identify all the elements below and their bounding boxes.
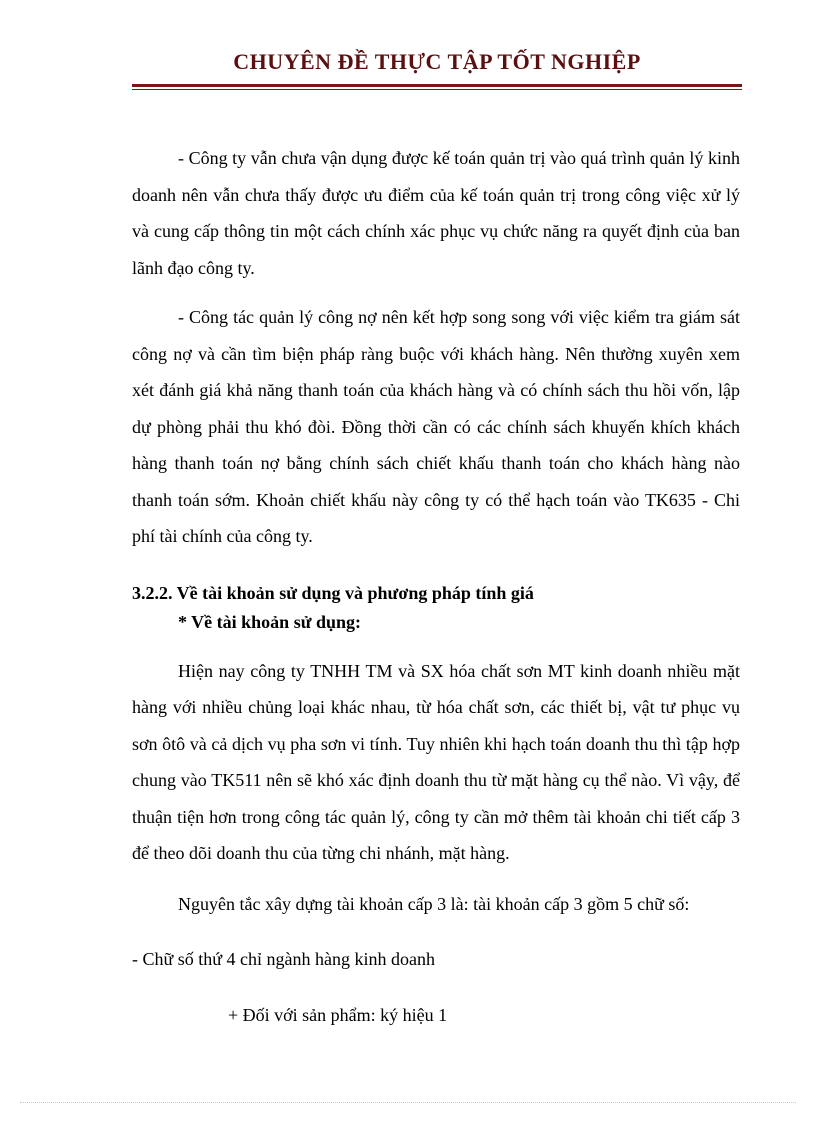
paragraph-debt-management: - Công tác quản lý công nợ nên kết hợp song song với việc kiểm tra giám sát công nợ và cần tìm biện pháp ràng buộc với khách hàng. Nên thường xuyên xem xét đánh giá khả năng thanh toán của khách hàng và có chính sách thu hồi vốn, lập dự phòng phải thu khó đòi. Đồng thời cần có các chính sách khuyến khích khách hàng thanh toán nợ bằng chính sách chiết khấu thanh toán cho khách hàng nào thanh toán sớm. Khoản chiết khấu này công ty có thể hạch toán vào TK635 - Chi phí tài chính của công ty. — [132, 307, 740, 546]
page-bottom-border — [20, 1102, 796, 1103]
paragraph-management-accounting: - Công ty vẫn chưa vận dụng được kế toán quản trị vào quá trình quản lý kinh doanh nên vẫn chưa thấy được ưu điểm của kế toán quản trị trong công việc xử lý và cung cấp thông tin một cách chính xác phục vụ chức năng ra quyết định của ban lãnh đạo công ty. — [132, 148, 740, 278]
line-principle: Nguyên tắc xây dựng tài khoản cấp 3 là: tài khoản cấp 3 gồm 5 chữ số: — [178, 893, 690, 914]
paragraph-accounts: Hiện nay công ty TNHH TM và SX hóa chất sơn MT kinh doanh nhiều mặt hàng với nhiều chủng loại khác nhau, từ hóa chất sơn, các thiết bị, vật tư phục vụ sơn ôtô và cả dịch vụ pha sơn vi tính. Tuy nhiên khi hạch toán doanh thu thì tập hợp chung vào TK511 nên sẽ khó xác định doanh thu từ mặt hàng cụ thể nào. Vì vậy, để thuận tiện hơn trong công tác quản lý, công ty cần mở thêm tài khoản chi tiết cấp 3 để theo dõi doanh thu của từng chi nhánh, mặt hàng. — [132, 660, 740, 863]
header-rule-thin — [132, 89, 742, 90]
line-digit-four: - Chữ số thứ 4 chỉ ngành hàng kinh doanh — [132, 949, 435, 969]
header-rule-thick — [132, 84, 742, 87]
section-heading: 3.2.2. Về tài khoản sử dụng và phương pháp tính giá — [132, 582, 534, 603]
line-product-symbol: + Đối với sản phẩm: ký hiệu 1 — [228, 1004, 448, 1025]
sub-heading: * Về tài khoản sử dụng: — [178, 611, 362, 632]
page-header-title: CHUYÊN ĐỀ THỰC TẬP TỐT NGHIỆP — [233, 49, 641, 74]
document-body — [132, 140, 740, 1033]
